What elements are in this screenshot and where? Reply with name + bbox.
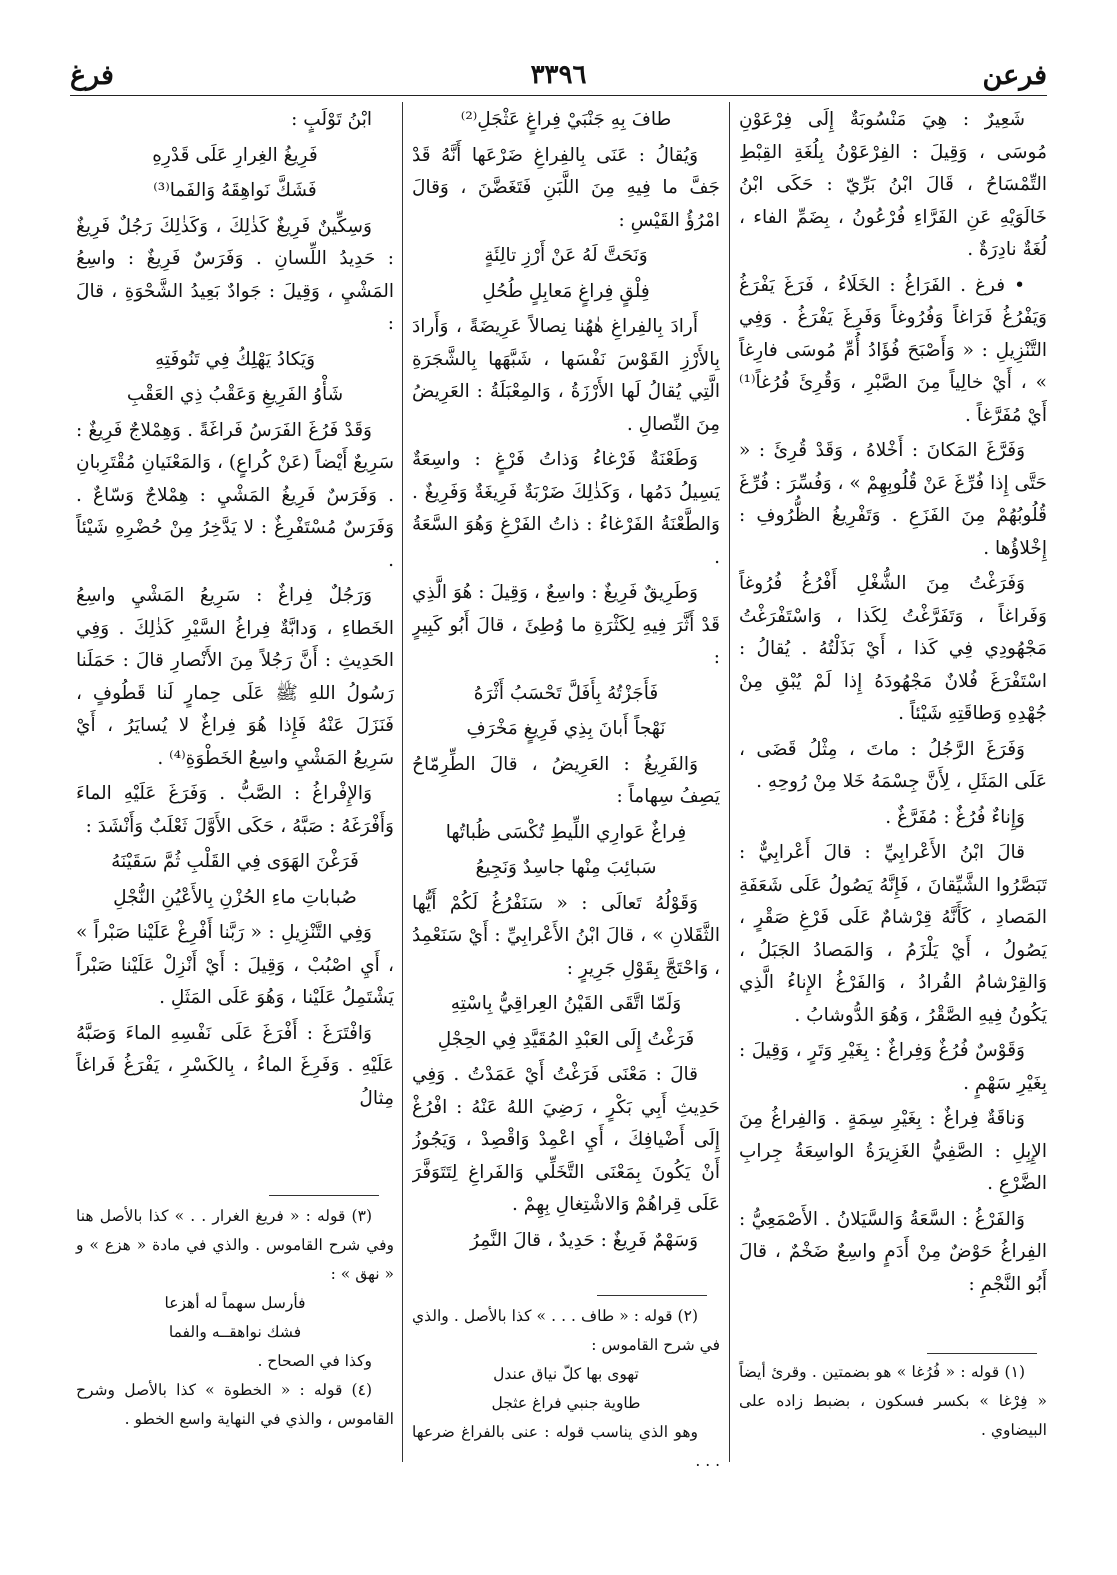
entry-paragraph: وَالفَرْغُ : السَّعَةُ وَالسَّيَلانُ . الأَصْمَعِيُّ : الفِراغُ حَوْضٌ مِنْ أَدَمٍ واسِعٌ ضَخْمٌ ، قالَ أَبُو النَّجْمِ : (739, 1208, 1047, 1295)
entry-paragraph: ابْنُ تَوْلَبٍ : (291, 109, 372, 130)
entry-verse: سَبائِبَ مِنْها جاسِدٌ وَنَجِيعُ (475, 857, 657, 878)
entry-paragraph: وَسِكِّينٌ فَرِيغٌ كَذٰلِكَ ، وَكَذٰلِكَ رَجُلٌ فَرِيغٌ : حَدِيدُ اللِّسانِ . وَفَرَسٌ فَرِيغٌ : واسِعُ المَشْيِ ، وَقِيلَ : جَوادٌ بَعِيدُ الشَّحْوَةِ ، قالَ : (76, 215, 394, 334)
footnote-paragraph: (١) قوله : « فُرُغا » هو بضمتين . وقرئ أيضاً « فِرْغا » بكسر فسكون ، بضبط زاده على البيضاوي . (739, 1363, 1047, 1439)
entry-paragraph: وَالفَرِيغُ : العَرِيضُ ، قالَ الطِّرِمّاحُ يَصِفُ سِهاماً : (412, 753, 720, 807)
entry-paragraph: وَفَرَغَ الرَّجُلُ : ماتَ ، مِثْلُ قَضَى ، عَلَى المَثَلِ ، لِأَنَّ جِسْمَهُ خَلا مِنْ رُوحِهِ . (739, 738, 1047, 792)
entry-verse: فَرِيغُ الغِرارِ عَلَى قَدْرِهِ (152, 144, 318, 166)
footnotes-left (76, 1202, 394, 1434)
entry-verse: فِراغٌ عَوارِي اللِّيطِ تُكْسَى ظُباتُها (445, 821, 687, 843)
page-header (70, 50, 1047, 100)
footnote-rule-left (269, 1195, 379, 1196)
entry-paragraph: وَإِناءٌ فُرُغٌ : مُفَرَّغٌ . (885, 806, 1025, 828)
entry-paragraph: وَطَعْنَةٌ فَرْغاءُ وَذاتُ فَرْغٍ : واسِعَةٌ يَسِيلُ دَمُها ، وَكَذٰلِكَ ضَرْبَةٌ فَرِيغَةٌ وَفَرِيغٌ . وَالطَّعْنَةُ الفَرْغاءُ : ذاتُ الفَرْغِ وَهُوَ السَّعَةُ . (412, 449, 720, 568)
footnote-rule-right (927, 1353, 1037, 1354)
entry-paragraph: وَافْتَرَغَ : أَفْرَغَ عَلَى نَفْسِهِ الماءَ وَصَبَّهُ عَلَيْهِ . وَفَرِغَ الماءُ ، بِالكَسْرِ ، يَفْرَغُ فَراغاً مِثالُ (76, 1022, 394, 1109)
footnotes-middle (412, 1302, 720, 1476)
entry-paragraph: وَيُقالُ : عَنَى بِالفِراغِ ضَرْعَها أَنَّهُ قَدْ جَفَّ ما فِيهِ مِنَ اللَّبَنِ فَتَغَضَّنَ ، وَقالَ امْرُؤُ القَيْسِ : (412, 144, 720, 231)
entry-verse: وَلَمّا اتَّقَى القَيْنُ العِراقِيُّ بِاسْتِهِ (450, 993, 682, 1014)
entry-paragraph: وَسَهْمٌ فَرِيغٌ : حَدِيدٌ ، قالَ النَّمِرُ (470, 1229, 698, 1251)
header-entry-right: فرعن (982, 59, 1047, 91)
entry-paragraph: وَفَرَّغَ المَكانَ : أَخْلاهُ ، وَقَدْ قُرِئَ : « حَتَّى إِذا فُرِّغَ عَنْ قُلُوبِهِمْ » ، وَفُسِّرَ : فُرِّغَ قُلُوبُهُمْ مِنَ الفَزَعِ . وَتَفْرِيغُ الظُّرُوفِ : إِخْلاؤُها . (739, 440, 1047, 559)
entry-paragraph: قالَ ابْنُ الأَعْرابِيِّ : قالَ أَعْرابِيٌّ : تَبَصَّرُوا الشَّيِّقانَ ، فَإِنَّهُ يَصُولُ عَلَى شَعَفَةِ المَصادِ ، كَأَنَّهُ قِرْشامٌ عَلَى فَرْغِ صَقْرٍ ، يَصُولُ ، أَيْ يَلْزَمُ ، وَالمَصادُ الجَبَلُ ، وَالقِرْشامُ القُرادُ ، وَالفَرْغُ الإِناءُ الَّذِي يَكُونُ فِيهِ الصَّقْرُ ، وَهُوَ الدُّوشابُ . (739, 842, 1047, 1026)
entry-paragraph: • فرغ . الفَرَاغُ : الخَلَاءُ ، فَرَغَ يَفْرَغُ وَيَفْرُغُ فَرَاغاً وَفُرُوغاً وَفَرِغَ يَفْرَغُ . وَفِي التَّنْزِيلِ : « وَأَصْبَحَ فُؤَادُ أُمِّ مُوسَى فارِغاً » ، أَيْ خالِياً مِنَ الصَّبْرِ ، وَقُرِئَ فُرُغاً⁽¹⁾ أَيْ مُفَرَّغاً . (739, 274, 1047, 426)
footnote-paragraph: (٣) قوله : « فريغ الغرار . . » كذا بالأصل هنا وفي شرح القاموس . والذي في مادة « هزع » و « نهق » : (76, 1207, 394, 1283)
entry-paragraph: وَقَوْلُهُ تَعالَى : « سَنَفْرُغُ لَكُمْ أَيُّها الثَّقَلانِ » ، قالَ ابْنُ الأَعْرابِيِّ : أَيْ سَنَعْمِدُ ، وَاحْتَجَّ بِقَوْلِ جَرِيرٍ : (412, 892, 720, 979)
footnote-verse: فشك نواهقــه والفما (168, 1323, 302, 1341)
entry-verse: صُباباتِ ماءِ الحُزْنِ بِالأَعْيُنِ النُّجْلِ (113, 886, 357, 908)
column-right (739, 104, 1047, 1464)
footnote-paragraph: وهو الذي يناسب قوله : عنى بالفراغ ضرعها . . . (412, 1423, 720, 1470)
entry-verse: وَيَكادُ يَهْلِكُ فِي تَنُوفَتِهِ (154, 348, 316, 370)
footnote-paragraph: (٢) قوله : « طاف . . . » كذا بالأصل . والذي في شرح القاموس : (412, 1307, 720, 1354)
entry-paragraph: وَفَرَغْتُ مِنَ الشُّغْلِ أَفْرُغُ فُرُوغاً وَفَراغاً ، وَتَفَرَّغْتُ لِكَذا ، وَاسْتَفْرَغْتُ مَجْهُودِي فِي كَذا ، أَيْ بَذَلْتُهُ . يُقالُ : اسْتَفْرَغَ فُلانٌ مَجْهُودَهُ إِذا لَمْ يُبْقِ مِنْ جُهْدِهِ وَطاقَتِهِ شَيْئاً . (739, 573, 1047, 724)
entry-paragraph: وَقَدْ فَرُغَ الفَرَسُ فَراغَةً . وَهِمْلاجٌ فَرِيغٌ : سَرِيعٌ أَيْضاً (عَنْ كُراعٍ) ، وَالمَعْنَيانِ مُقْتَرِبانِ . وَفَرَسٌ فَرِيغُ المَشْيِ : هِمْلاجٌ وَسّاعٌ . وَفَرَسٌ مُسْتَفْرِغٌ : لا يَدَّخِرُ مِنْ حُضْرِهِ شَيْئاً . (76, 419, 394, 571)
footnote-verse: طاوية جنبي فراغ عثجل (491, 1394, 641, 1412)
entry-paragraph: وَناقَةٌ فِراغٌ : بِغَيْرِ سِمَةٍ . وَالفِراغُ مِنَ الإِبِلِ : الصَّفِيُّ الغَزِيرَةُ الواسِعَةُ جِرابِ الضَّرْعِ . (739, 1108, 1047, 1194)
entry-verse: فَرَغْنَ الهَوَى فِي القَلْبِ ثُمَّ سَقَيْنَهُ (111, 851, 359, 872)
entry-verse: طافَ بِهِ جَنْبَيْ فِراغٍ عَثْجَلِ⁽²⁾ (460, 109, 672, 130)
entry-paragraph: وَطَرِيقٌ فَرِيغٌ : واسِعٌ ، وَقِيلَ : هُوَ الَّذِي قَدْ أَثَّرَ فِيهِ لِكَثْرَةِ ما وُطِئَ ، قالَ أَبُو كَبِيرٍ : (412, 582, 720, 668)
header-rule (70, 95, 1047, 96)
entry-paragraph: أَرادَ بِالفِراغِ هٰهُنا نِصالاً عَرِيضَةً ، وَأَرادَ بِالأَرْزِ القَوْسَ نَفْسَها ، شَبَّهَها بِالشَّجَرَةِ الَّتِي يُقالُ لَها الأَرْزَةُ ، وَالمِعْبَلَةُ : العَرِيضُ مِنَ النِّصالِ . (412, 316, 720, 435)
entry-verse: نَهْجاً أَبانَ بِذِي فَرِيغٍ مَخْرَفِ (466, 718, 666, 739)
entry-verse: فَرَغْتُ إِلَى العَبْدِ المُقَيَّدِ فِي الحِجْلِ (437, 1028, 695, 1050)
header-entry-left: فرغ (70, 59, 114, 91)
entry-paragraph: وَرَجُلٌ فِراغٌ : سَرِيعُ المَشْيِ واسِعُ الخَطاءِ ، وَدابَّةٌ فِراغُ السَّيْرِ كَذٰلِكَ . وَفِي الحَدِيثِ : أَنَّ رَجُلاً مِنَ الأَنْصارِ قالَ : حَمَلَنا رَسُولُ اللهِ ﷺ عَلَى حِمارٍ لَنا قَطُوفٍ ، فَنَزَلَ عَنْهُ فَإِذا هُوَ فِراغٌ لا يُسايَرُ ، أَيْ سَرِيعُ المَشْيِ واسِعُ الخَطْوَةِ⁽⁴⁾ . (76, 585, 394, 769)
footnote-rule-middle (597, 1295, 707, 1296)
column-middle (412, 104, 720, 1464)
entry-paragraph: شَعِيرٌ : هِيَ مَنْسُوبَةٌ إِلَى فِرْعَوْنِ مُوسَى ، وَقِيلَ : الفِرْعَوْنُ بِلُغَةِ القِبْطِ التِّمْسَاحُ ، قَالَ ابْنُ بَرِّيّ : حَكَى ابْنُ خَالَوَيْهِ عَنِ الفَرَّاءِ فُرْعُونُ ، بِضَمِّ الفاء ، لُغَةٌ نادِرَةٌ . (739, 109, 1047, 260)
entry-paragraph: قالَ : مَعْنَى فَرَغْتُ أَيْ عَمَدْتُ . وَفِي حَدِيثِ أَبِي بَكْرٍ ، رَضِيَ اللهُ عَنْهُ : افْرُغْ إِلَى أَضْيافِكَ ، أَيِ اعْمِدْ وَاقْصِدْ ، وَيَجُوزُ أَنْ يَكُونَ بِمَعْنَى التَّخَلِّي وَالفَراغِ لِتَتَوَفَّرَ عَلَى قِراهُمْ وَالاشْتِغالِ بِهِمْ . (412, 1064, 720, 1215)
entry-verse: فَأَجَزْتُهُ بِأَفَلَّ تَحْسَبُ أَثْرَهُ (473, 682, 659, 704)
footnote-paragraph: وكذا في الصحاح . (257, 1352, 372, 1370)
entry-paragraph: وَفِي التَّنْزِيلِ : « رَبَّنا أَفْرِغْ عَلَيْنا صَبْراً » ، أَيِ اصْبُبْ ، وَقِيلَ : أَيْ أَنْزِلْ عَلَيْنا صَبْراً يَشْتَمِلُ عَلَيْنا ، وَهُوَ عَلَى المَثَلِ . (76, 922, 394, 1008)
footnote-verse: فأرسل سهماً له أهزعا (164, 1294, 306, 1312)
entry-verse: شَأْوُ الفَرِيغِ وَعَقْبُ ذِي العَقْبِ (126, 384, 344, 405)
footnote-paragraph: (٤) قوله : « الخطوة » كذا بالأصل وشرح القاموس ، والذي في النهاية واسع الخطو . (76, 1381, 394, 1428)
entry-verse: فَشَكَّ نَواهِقَهُ وَالفَما⁽³⁾ (153, 180, 317, 201)
column-divider-right (729, 102, 730, 1462)
footnote-verse: تهوى بها كلّ نياق عندل (493, 1365, 639, 1383)
column-divider-left (402, 102, 403, 1462)
entry-verse: فِلْقٍ فِراغٍ مَعابِلٍ طُحُلِ (482, 280, 650, 302)
page-number: ٣٣٩٦ (530, 60, 587, 90)
entry-verse: وَنَحَتَّ لَهُ عَنْ أَرْزِ تالِئَةٍ (484, 245, 648, 266)
footnotes-right (739, 1358, 1047, 1445)
entry-paragraph: وَقَوْسٌ فُرُغٌ وَفِراغٌ : بِغَيْرِ وَتَرٍ ، وَقِيلَ : بِغَيْرِ سَهْمٍ . (739, 1040, 1047, 1094)
entry-paragraph: وَالإِفْراغُ : الصَّبُّ . وَفَرَغَ عَلَيْهِ الماءَ وَأَفْرَغَهُ : صَبَّهُ ، حَكَى الأَوَّلَ ثَعْلَبٌ وَأَنْشَدَ : (76, 783, 394, 837)
